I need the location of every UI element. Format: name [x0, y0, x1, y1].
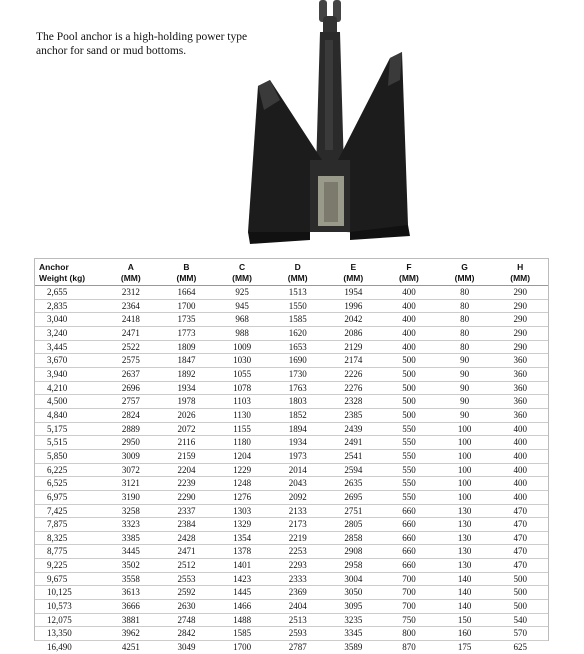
- dimension-cell: 500: [381, 381, 437, 395]
- dimension-cell: 550: [381, 422, 437, 436]
- dimension-cell: 400: [492, 463, 548, 477]
- table-row: [35, 572, 548, 586]
- dimension-cell: 1276: [214, 490, 270, 504]
- dimension-cell: 2428: [159, 531, 215, 545]
- table-row: [35, 627, 548, 641]
- dimension-cell: 2696: [103, 381, 159, 395]
- dimension-cell: 80: [437, 326, 493, 340]
- anchor-weight-cell: 10,573: [35, 600, 103, 614]
- table-row: [35, 600, 548, 614]
- dimension-cell: 1009: [214, 340, 270, 354]
- dimension-cell: 700: [381, 586, 437, 600]
- table-row: [35, 531, 548, 545]
- dimension-cell: 100: [437, 477, 493, 491]
- dimension-cell: 2219: [270, 531, 326, 545]
- dimension-cell: 3666: [103, 600, 159, 614]
- dimension-cell: 400: [381, 313, 437, 327]
- header-b: B (MM): [159, 259, 215, 286]
- dimension-cell: 1078: [214, 381, 270, 395]
- dimension-cell: 550: [381, 436, 437, 450]
- dimension-cell: 100: [437, 449, 493, 463]
- dimension-cell: 2043: [270, 477, 326, 491]
- dimension-cell: 500: [381, 367, 437, 381]
- dimension-cell: 1155: [214, 422, 270, 436]
- dimension-cell: 2512: [159, 559, 215, 573]
- dimension-cell: 800: [381, 627, 437, 641]
- dimension-cell: 500: [381, 395, 437, 409]
- intro-line-2: anchor for sand or mud bottoms.: [36, 45, 187, 57]
- dimension-cell: 2513: [270, 613, 326, 627]
- anchor-weight-cell: 16,490: [35, 641, 103, 654]
- dimension-cell: 2824: [103, 408, 159, 422]
- table-row: [35, 449, 548, 463]
- dimension-cell: 2133: [270, 504, 326, 518]
- dimension-cell: 1585: [214, 627, 270, 641]
- header-a: A (MM): [103, 259, 159, 286]
- dimension-cell: 1664: [159, 286, 215, 300]
- dimension-cell: 2026: [159, 408, 215, 422]
- dimension-cell: 2312: [103, 286, 159, 300]
- header-h: H (MM): [492, 259, 548, 286]
- dimension-cell: 500: [492, 586, 548, 600]
- dimension-cell: 2630: [159, 600, 215, 614]
- dimension-cell: 3323: [103, 518, 159, 532]
- dimension-cell: 2889: [103, 422, 159, 436]
- anchor-weight-cell: 3,240: [35, 326, 103, 340]
- dimension-cell: 90: [437, 381, 493, 395]
- dimension-cell: 2748: [159, 613, 215, 627]
- anchor-weight-cell: 2,835: [35, 299, 103, 313]
- dimension-cell: 2226: [326, 367, 382, 381]
- dimension-cell: 2385: [326, 408, 382, 422]
- dimension-cell: 1466: [214, 600, 270, 614]
- dimension-cell: 80: [437, 286, 493, 300]
- dimension-cell: 2958: [326, 559, 382, 573]
- dimension-cell: 1204: [214, 449, 270, 463]
- dimension-cell: 2174: [326, 354, 382, 368]
- dimension-cell: 2116: [159, 436, 215, 450]
- anchor-weight-cell: 4,840: [35, 408, 103, 422]
- dimension-cell: 2042: [326, 313, 382, 327]
- dimension-cell: 1763: [270, 381, 326, 395]
- dimension-cell: 2086: [326, 326, 382, 340]
- dimension-cell: 2239: [159, 477, 215, 491]
- dimension-cell: 100: [437, 422, 493, 436]
- anchor-weight-cell: 8,775: [35, 545, 103, 559]
- dimension-cell: 100: [437, 490, 493, 504]
- dimension-cell: 2369: [270, 586, 326, 600]
- dimension-cell: 1978: [159, 395, 215, 409]
- dimension-cell: 2333: [270, 572, 326, 586]
- dimension-cell: 2593: [270, 627, 326, 641]
- anchor-weight-cell: 9,675: [35, 572, 103, 586]
- dimension-cell: 945: [214, 299, 270, 313]
- dimension-cell: 2858: [326, 531, 382, 545]
- dimension-cell: 550: [381, 449, 437, 463]
- dimension-cell: 1934: [159, 381, 215, 395]
- dimension-cell: 3385: [103, 531, 159, 545]
- table-body: [35, 286, 548, 654]
- dimension-cell: 1303: [214, 504, 270, 518]
- dimension-cell: 470: [492, 504, 548, 518]
- table-row: [35, 326, 548, 340]
- anchor-weight-cell: 3,670: [35, 354, 103, 368]
- dimension-cell: 2908: [326, 545, 382, 559]
- dimension-cell: 1445: [214, 586, 270, 600]
- dimension-cell: 470: [492, 518, 548, 532]
- dimension-cell: 2637: [103, 367, 159, 381]
- dimension-cell: 2575: [103, 354, 159, 368]
- table-row: [35, 641, 548, 654]
- dimension-cell: 968: [214, 313, 270, 327]
- dimension-cell: 290: [492, 286, 548, 300]
- dimension-cell: 700: [381, 572, 437, 586]
- dimension-cell: 290: [492, 340, 548, 354]
- dimension-cell: 2439: [326, 422, 382, 436]
- dimension-cell: 1103: [214, 395, 270, 409]
- dimension-cell: 1700: [214, 641, 270, 654]
- dimension-cell: 1730: [270, 367, 326, 381]
- table-row: [35, 545, 548, 559]
- dimension-cell: 150: [437, 613, 493, 627]
- dimension-cell: 290: [492, 313, 548, 327]
- dimension-cell: 1690: [270, 354, 326, 368]
- dimension-cell: 1401: [214, 559, 270, 573]
- dimension-cell: 1653: [270, 340, 326, 354]
- anchor-weight-cell: 7,875: [35, 518, 103, 532]
- dimension-cell: 400: [492, 477, 548, 491]
- dimension-cell: 400: [381, 340, 437, 354]
- dimension-cell: 90: [437, 395, 493, 409]
- dimension-cell: 1809: [159, 340, 215, 354]
- dimension-cell: 400: [492, 436, 548, 450]
- dimension-cell: 2695: [326, 490, 382, 504]
- dimension-cell: 400: [381, 326, 437, 340]
- dimension-cell: 3072: [103, 463, 159, 477]
- dimension-cell: 2751: [326, 504, 382, 518]
- dimension-cell: 2293: [270, 559, 326, 573]
- anchor-weight-cell: 9,225: [35, 559, 103, 573]
- table-row: [35, 313, 548, 327]
- table-row: [35, 613, 548, 627]
- table-row: [35, 504, 548, 518]
- table-row: [35, 518, 548, 532]
- anchor-weight-cell: 8,325: [35, 531, 103, 545]
- dimension-cell: 2541: [326, 449, 382, 463]
- dimension-cell: 2290: [159, 490, 215, 504]
- anchor-weight-cell: 3,445: [35, 340, 103, 354]
- dimension-cell: 2522: [103, 340, 159, 354]
- dimension-cell: 1329: [214, 518, 270, 532]
- dimension-cell: 3258: [103, 504, 159, 518]
- dimension-cell: 1934: [270, 436, 326, 450]
- anchor-weight-cell: 7,425: [35, 504, 103, 518]
- dimension-cell: 470: [492, 531, 548, 545]
- table-row: [35, 490, 548, 504]
- anchor-dimensions-table: [34, 258, 549, 653]
- dimension-cell: 1488: [214, 613, 270, 627]
- dimension-cell: 1847: [159, 354, 215, 368]
- dimension-cell: 3881: [103, 613, 159, 627]
- table-row: [35, 286, 548, 300]
- dimension-cell: 570: [492, 627, 548, 641]
- dimension-cell: 2553: [159, 572, 215, 586]
- dimension-cell: 1954: [326, 286, 382, 300]
- dimension-cell: 140: [437, 600, 493, 614]
- dimension-cell: 550: [381, 463, 437, 477]
- dimension-cell: 1030: [214, 354, 270, 368]
- dimension-cell: 925: [214, 286, 270, 300]
- header-d: D (MM): [270, 259, 326, 286]
- dimension-cell: 500: [381, 354, 437, 368]
- dimension-cell: 660: [381, 504, 437, 518]
- dimension-cell: 90: [437, 354, 493, 368]
- table-row: [35, 354, 548, 368]
- dimension-cell: 660: [381, 531, 437, 545]
- dimension-cell: 175: [437, 641, 493, 654]
- dimension-cell: 4251: [103, 641, 159, 654]
- header-e: E (MM): [326, 259, 382, 286]
- dimension-cell: 3121: [103, 477, 159, 491]
- dimension-cell: 3445: [103, 545, 159, 559]
- dimension-cell: 750: [381, 613, 437, 627]
- table-row: [35, 395, 548, 409]
- dimension-cell: 2404: [270, 600, 326, 614]
- dimension-cell: 2364: [103, 299, 159, 313]
- dimension-cell: 130: [437, 545, 493, 559]
- dimension-cell: 3004: [326, 572, 382, 586]
- dimension-cell: 1513: [270, 286, 326, 300]
- dimension-cell: 2787: [270, 641, 326, 654]
- table-row: [35, 586, 548, 600]
- table-row: [35, 299, 548, 313]
- dimension-cell: 360: [492, 408, 548, 422]
- anchor-weight-cell: 4,210: [35, 381, 103, 395]
- dimension-cell: 1852: [270, 408, 326, 422]
- pool-anchor-image: [240, 0, 430, 252]
- dimension-cell: 988: [214, 326, 270, 340]
- dimension-cell: 660: [381, 559, 437, 573]
- anchor-weight-cell: 13,350: [35, 627, 103, 641]
- anchor-weight-cell: 5,175: [35, 422, 103, 436]
- dimension-cell: 2757: [103, 395, 159, 409]
- dimension-cell: 3613: [103, 586, 159, 600]
- dimension-cell: 400: [492, 422, 548, 436]
- table-row: [35, 422, 548, 436]
- dimension-cell: 2471: [159, 545, 215, 559]
- dimension-cell: 1229: [214, 463, 270, 477]
- dimension-cell: 400: [381, 299, 437, 313]
- dimension-cell: 2129: [326, 340, 382, 354]
- dimension-cell: 2594: [326, 463, 382, 477]
- dimension-cell: 700: [381, 600, 437, 614]
- anchor-weight-cell: 3,040: [35, 313, 103, 327]
- dimension-cell: 2014: [270, 463, 326, 477]
- table-row: [35, 340, 548, 354]
- anchor-weight-cell: 6,525: [35, 477, 103, 491]
- dimension-cell: 2418: [103, 313, 159, 327]
- dimension-cell: 1803: [270, 395, 326, 409]
- anchor-weight-cell: 6,225: [35, 463, 103, 477]
- anchor-weight-cell: 5,850: [35, 449, 103, 463]
- table-row: [35, 477, 548, 491]
- dimension-cell: 2592: [159, 586, 215, 600]
- dimension-cell: 2159: [159, 449, 215, 463]
- header-g: G (MM): [437, 259, 493, 286]
- anchor-weight-cell: 2,655: [35, 286, 103, 300]
- dimension-cell: 470: [492, 559, 548, 573]
- dimension-cell: 2805: [326, 518, 382, 532]
- dimension-cell: 2950: [103, 436, 159, 450]
- dimension-cell: 660: [381, 518, 437, 532]
- dimension-cell: 130: [437, 504, 493, 518]
- dimension-cell: 1180: [214, 436, 270, 450]
- anchor-weight-cell: 4,500: [35, 395, 103, 409]
- dimension-cell: 2491: [326, 436, 382, 450]
- dimension-cell: 2384: [159, 518, 215, 532]
- dimension-cell: 1248: [214, 477, 270, 491]
- dimension-cell: 1130: [214, 408, 270, 422]
- table-row: [35, 436, 548, 450]
- dimension-cell: 870: [381, 641, 437, 654]
- dimension-cell: 400: [492, 490, 548, 504]
- dimension-cell: 2072: [159, 422, 215, 436]
- dimension-cell: 360: [492, 381, 548, 395]
- dimension-cell: 3009: [103, 449, 159, 463]
- anchor-weight-cell: 10,125: [35, 586, 103, 600]
- dimension-cell: 1585: [270, 313, 326, 327]
- anchor-weight-cell: 12,075: [35, 613, 103, 627]
- dimension-cell: 360: [492, 395, 548, 409]
- dimension-cell: 360: [492, 367, 548, 381]
- dimension-cell: 400: [492, 449, 548, 463]
- dimension-cell: 3235: [326, 613, 382, 627]
- table-header-row: [35, 259, 548, 286]
- dimension-cell: 140: [437, 586, 493, 600]
- dimension-cell: 80: [437, 299, 493, 313]
- dimension-cell: 1550: [270, 299, 326, 313]
- dimension-cell: 80: [437, 340, 493, 354]
- dimension-cell: 1773: [159, 326, 215, 340]
- dimension-cell: 400: [381, 286, 437, 300]
- anchor-weight-cell: 5,515: [35, 436, 103, 450]
- dimension-cell: 3095: [326, 600, 382, 614]
- dimension-cell: 130: [437, 559, 493, 573]
- anchor-weight-cell: 3,940: [35, 367, 103, 381]
- dimension-cell: 1892: [159, 367, 215, 381]
- dimension-cell: 2337: [159, 504, 215, 518]
- dimension-cell: 1354: [214, 531, 270, 545]
- dimension-cell: 3558: [103, 572, 159, 586]
- dimension-cell: 3502: [103, 559, 159, 573]
- dimension-cell: 470: [492, 545, 548, 559]
- dimension-cell: 1996: [326, 299, 382, 313]
- dimension-cell: 2635: [326, 477, 382, 491]
- dimension-cell: 3190: [103, 490, 159, 504]
- dimension-cell: 500: [381, 408, 437, 422]
- dimension-cell: 1894: [270, 422, 326, 436]
- dimension-cell: 660: [381, 545, 437, 559]
- dimension-cell: 290: [492, 326, 548, 340]
- dimension-cell: 100: [437, 436, 493, 450]
- header-anchor-weight: Anchor Weight (kg): [35, 259, 103, 286]
- dimension-cell: 1735: [159, 313, 215, 327]
- table-row: [35, 463, 548, 477]
- dimension-cell: 2276: [326, 381, 382, 395]
- dimension-cell: 2204: [159, 463, 215, 477]
- dimension-cell: 550: [381, 490, 437, 504]
- dimension-cell: 1423: [214, 572, 270, 586]
- dimension-cell: 1055: [214, 367, 270, 381]
- dimension-cell: 130: [437, 518, 493, 532]
- dimension-cell: 625: [492, 641, 548, 654]
- table-row: [35, 367, 548, 381]
- dimension-cell: 2173: [270, 518, 326, 532]
- dimension-cell: 3050: [326, 586, 382, 600]
- dimension-cell: 3962: [103, 627, 159, 641]
- dimension-cell: 80: [437, 313, 493, 327]
- table-row: [35, 559, 548, 573]
- dimension-cell: 140: [437, 572, 493, 586]
- header-c: C (MM): [214, 259, 270, 286]
- header-f: F (MM): [381, 259, 437, 286]
- dimension-cell: 3049: [159, 641, 215, 654]
- dimension-cell: 2253: [270, 545, 326, 559]
- dimension-cell: 160: [437, 627, 493, 641]
- table-row: [35, 408, 548, 422]
- dimension-cell: 1700: [159, 299, 215, 313]
- dimension-cell: 550: [381, 477, 437, 491]
- dimension-cell: 130: [437, 531, 493, 545]
- dimension-cell: 3589: [326, 641, 382, 654]
- anchor-weight-cell: 6,975: [35, 490, 103, 504]
- dimensions-table: [35, 259, 548, 654]
- dimension-cell: 290: [492, 299, 548, 313]
- dimension-cell: 540: [492, 613, 548, 627]
- dimension-cell: 1378: [214, 545, 270, 559]
- dimension-cell: 500: [492, 572, 548, 586]
- dimension-cell: 1620: [270, 326, 326, 340]
- dimension-cell: 500: [492, 600, 548, 614]
- dimension-cell: 100: [437, 463, 493, 477]
- dimension-cell: 2092: [270, 490, 326, 504]
- table-row: [35, 381, 548, 395]
- intro-line-1: The Pool anchor is a high-holding power type: [36, 31, 248, 43]
- dimension-cell: 2328: [326, 395, 382, 409]
- dimension-cell: 2471: [103, 326, 159, 340]
- dimension-cell: 2842: [159, 627, 215, 641]
- dimension-cell: 90: [437, 408, 493, 422]
- dimension-cell: 360: [492, 354, 548, 368]
- dimension-cell: 1973: [270, 449, 326, 463]
- dimension-cell: 90: [437, 367, 493, 381]
- dimension-cell: 3345: [326, 627, 382, 641]
